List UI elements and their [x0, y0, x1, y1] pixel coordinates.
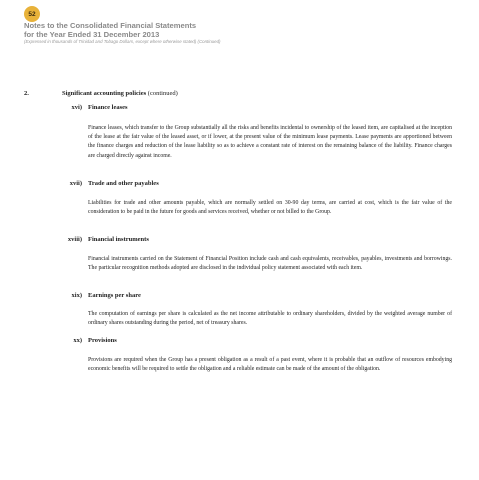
policy-title: Earnings per share — [88, 292, 141, 299]
policy-title: Financial instruments — [88, 236, 149, 243]
policy-numeral: xix) — [71, 292, 82, 299]
page-header — [24, 22, 444, 45]
policy-heading-financial-instruments — [46, 236, 446, 244]
policy-text-trade-payables: Liabilities for trade and other amounts payable, which are normally settled on 30-90 day terms, are carried at cost, which is the fair value of the consideration to be paid in the future for goods and services received, whether or not billed to the Group. — [88, 200, 452, 216]
policy-numeral: xvi) — [71, 104, 82, 111]
policy-title: Trade and other payables — [88, 180, 159, 187]
policy-heading-earnings-per-share — [46, 292, 446, 300]
section-number: 2. — [24, 90, 29, 97]
policy-title: Finance leases — [88, 104, 128, 111]
policy-text-earnings-per-share: The computation of earnings per share is calculated as the net income attributable to ordinary shareholders, divided by the weighted average number of ordinary shares outstanding during the period, net of treasury shares. — [88, 311, 452, 327]
policy-title: Provisions — [88, 337, 117, 344]
policy-heading-provisions — [46, 337, 446, 345]
page-number-badge: 52 — [24, 6, 40, 22]
header-subtitle: (Expressed in thousands of Trinidad and Tobago Dollars, except where otherwise stated) (Continued) — [24, 39, 221, 45]
section-suffix: (continued) — [146, 90, 178, 97]
header-title: Notes to the Consolidated Financial Statements — [24, 21, 197, 30]
policy-text-financial-instruments: Financial instruments carried on the Statement of Financial Position include cash and cash equivalents, receivables, payables, investments and borrowings. The particular recognition methods adopted are disclosed in the individual policy statement associated with each item. — [88, 256, 452, 272]
section-heading — [24, 90, 454, 98]
policy-heading-finance-leases — [46, 104, 446, 112]
policy-numeral: xvii) — [69, 180, 82, 187]
policy-numeral: xviii) — [67, 236, 82, 243]
policy-text-provisions: Provisions are required when the Group has a present obligation as a result of a past event, where it is probable that an outflow of resources embodying economic benefits will be required to settle the obligation and a reliable estimate can be made of the amount of the obligation. — [88, 357, 452, 373]
policy-heading-trade-payables — [46, 180, 446, 188]
section-title: Significant accounting policies — [62, 90, 147, 97]
header-period: for the Year Ended 31 December 2013 — [24, 29, 160, 39]
policy-numeral: xx) — [73, 337, 82, 344]
policy-text-finance-leases: Finance leases, which transfer to the Group substantially all the risks and benefits incidental to ownership of the leased item, are capitalised at the inception of the lease at the fair value of the leased asset, or if lower, at the present value of the minimum lease payments. Lease payments are apportioned between the finance charges and reduction of the lease liability so as to achieve a constant rate of interest on the remaining balance of the liability. Finance charges are charged directly against income. — [88, 125, 452, 159]
